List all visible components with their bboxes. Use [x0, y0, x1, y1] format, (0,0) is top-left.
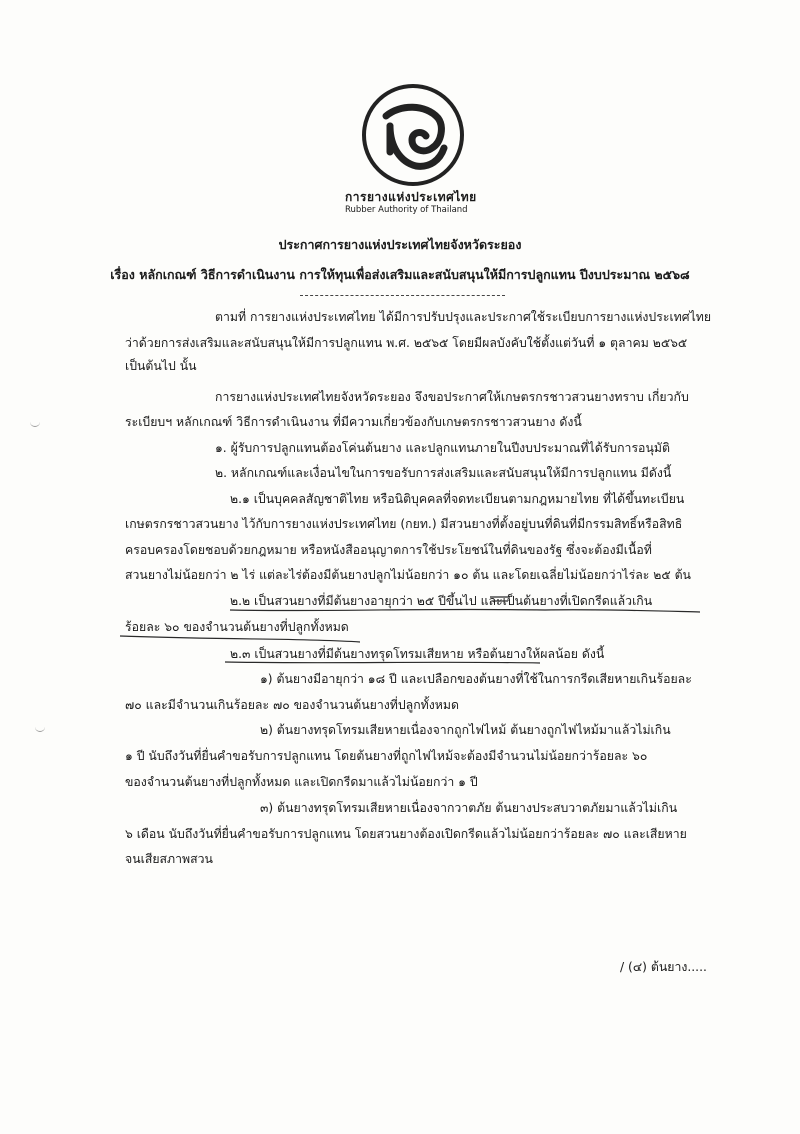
paragraph-2-line-2: ระเบียบฯ หลักเกณฑ์ วิธีการดำเนินงาน ที่มีความเกี่ยวข้องกับเกษตรกรชาวสวนยาง ดังนี้ — [125, 415, 582, 429]
margin-mark — [35, 725, 45, 732]
sub-item-3-line-2: ๖ เดือน นับถึงวันที่ยื่นคำขอรับการปลูกแทน โดยสวนยางต้องเปิดกรีดแล้วไม่น้อยกว่าร้อยละ ๗๐ และเสียหาย — [125, 827, 687, 841]
org-name-th: การยางแห่งประเทศไทย — [345, 190, 477, 204]
margin-mark — [30, 420, 40, 427]
title-divider — [300, 295, 505, 296]
item-1: ๑. ผู้รับการปลูกแทนต้องโค่นต้นยาง และปลูกแทนภายในปีงบประมาณที่ได้รับการอนุมัติ — [215, 441, 670, 455]
sub-item-1-line-2: ๗๐ และมีจำนวนเกินร้อยละ ๗๐ ของจำนวนต้นยางที่ปลูกทั้งหมด — [125, 698, 459, 712]
continuation-note: / (๔) ต้นยาง..... — [620, 960, 707, 974]
item-2: ๒. หลักเกณฑ์และเงื่อนไขในการขอรับการส่งเสริมและสนับสนุนให้มีการปลูกแทน มีดังนี้ — [215, 466, 672, 480]
item-2-1-line-1: ๒.๑ เป็นบุคคลสัญชาติไทย หรือนิติบุคคลที่จดทะเบียนตามกฎหมายไทย ที่ได้ขึ้นทะเบียน — [230, 492, 685, 506]
sub-item-2-line-1: ๒) ต้นยางทรุดโทรมเสียหายเนื่องจากถูกไฟไหม้ ต้นยางถูกไฟไหม้มาแล้วไม่เกิน — [260, 723, 671, 737]
sub-item-2-line-2: ๑ ปี นับถึงวันที่ยื่นคำขอรับการปลูกแทน โดยต้นยางที่ถูกไฟไหม้จะต้องมีจำนวนไม่น้อยกว่าร้อยละ ๖๐ — [125, 749, 648, 763]
item-2-3: ๒.๓ เป็นสวนยางที่มีต้นยางทรุดโทรมเสียหาย หรือต้นยางให้ผลน้อย ดังนี้ — [230, 647, 605, 661]
rubber-authority-logo-icon — [360, 82, 466, 188]
paragraph-1-line-2: ว่าด้วยการส่งเสริมและสนับสนุนให้มีการปลูกแทน พ.ศ. ๒๕๖๕ โดยมีผลบังคับใช้ตั้งแต่วันที่ ๑ ตุลาคม ๒๕๖๕ — [125, 336, 688, 350]
item-2-1-line-3: ครอบครองโดยชอบด้วยกฎหมาย หรือหนังสืออนุญาตการใช้ประโยชน์ในที่ดินของรัฐ ซึ่งจะต้องมีเนื้อที่ — [125, 543, 652, 557]
sub-item-3-line-3: จนเสียสภาพสวน — [125, 852, 213, 866]
paragraph-1-line-1: ตามที่ การยางแห่งประเทศไทย ได้มีการปรับปรุงและประกาศใช้ระเบียบการยางแห่งประเทศไทย — [215, 310, 712, 324]
sub-item-1-line-1: ๑) ต้นยางมีอายุกว่า ๑๘ ปี และเปลือกของต้นยางที่ใช้ในการกรีดเสียหายเกินร้อยละ — [260, 672, 692, 686]
org-name-en: Rubber Authority of Thailand — [345, 205, 468, 215]
sub-item-2-line-3: ของจำนวนต้นยางที่ปลูกทั้งหมด และเปิดกรีดมาแล้วไม่น้อยกว่า ๑ ปี — [125, 775, 478, 789]
item-2-2-line-1: ๒.๒ เป็นสวนยางที่มีต้นยางอายุกว่า ๒๕ ปีขึ้นไป และเป็นต้นยางที่เปิดกรีดแล้วเกิน — [230, 594, 653, 608]
sub-item-3-line-1: ๓) ต้นยางทรุดโทรมเสียหายเนื่องจากวาตภัย ต้นยางประสบวาตภัยมาแล้วไม่เกิน — [260, 801, 678, 815]
announcement-subject: เรื่อง หลักเกณฑ์ วิธีการดำเนินงาน การให้ทุนเพื่อส่งเสริมและสนับสนุนให้มีการปลูกแทน ปีงบประมาณ ๒๕๖๘ — [110, 267, 690, 282]
paragraph-2-line-1: การยางแห่งประเทศไทยจังหวัดระยอง จึงขอประกาศให้เกษตรกรชาวสวนยางทราบ เกี่ยวกับ — [215, 390, 689, 404]
item-2-1-line-4: สวนยางไม่น้อยกว่า ๒ ไร่ แต่ละไร่ต้องมีต้นยางปลูกไม่น้อยกว่า ๑๐ ต้น และโดยเฉลี่ยไม่น้อยกว่าไร่ละ ๒๕ ต้น — [125, 568, 691, 582]
item-2-1-line-2: เกษตรกรชาวสวนยาง ไว้กับการยางแห่งประเทศไทย (กยท.) มีสวนยางที่ตั้งอยู่บนที่ดินที่มีกรรมสิทธิ์หรือสิทธิ — [125, 517, 683, 531]
paragraph-1-line-3: เป็นต้นไป นั้น — [125, 359, 197, 373]
item-2-2-line-2: ร้อยละ ๖๐ ของจำนวนต้นยางที่ปลูกทั้งหมด — [125, 620, 349, 634]
announcement-title: ประกาศการยางแห่งประเทศไทยจังหวัดระยอง — [278, 237, 522, 252]
